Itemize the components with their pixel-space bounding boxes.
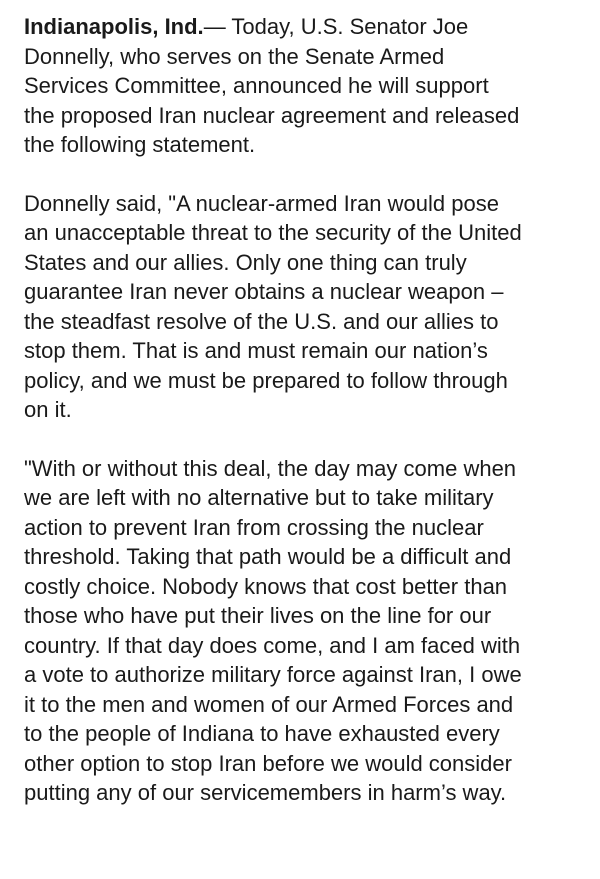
paragraph-spacer — [24, 160, 596, 189]
paragraph-quote-1: Donnelly said, "A nuclear-armed Iran would pose an unacceptable threat to the security of the United States and our allies. Only one thing can truly guarantee Iran never obtains a nuclear weapon – the steadfast resolve of the U.S. and our allies to stop them. That is and must remain our nation’s policy, and we must be prepared to follow through on it. — [24, 190, 522, 422]
paragraph-intro — [24, 12, 596, 160]
dateline-dash: — — [203, 14, 232, 39]
dateline: Indianapolis, Ind. — [24, 14, 204, 39]
paragraph-quote-2: "With or without this deal, the day may come when we are left with no alternative but to take military action to prevent Iran from crossing the nuclear threshold. Taking that path would be a difficult and costly choice. Nobody knows that cost better than those who have put their lives on the line for our country. If that day does come, and I am faced with a vote to authorize military force against Iran, I owe it to the men and women of our Armed Forces and to the people of Indiana to have exhausted every other option to stop Iran before we would consider putting any of our servicemembers in harm’s way. — [24, 455, 522, 805]
press-release-document — [24, 12, 596, 808]
paragraph-spacer — [24, 425, 596, 454]
intro-text: Today, U.S. Senator Joe Donnelly, who serves on the Senate Armed Services Committee, announced he will support the proposed Iran nuclear agreement and released the following statement. — [24, 14, 520, 157]
